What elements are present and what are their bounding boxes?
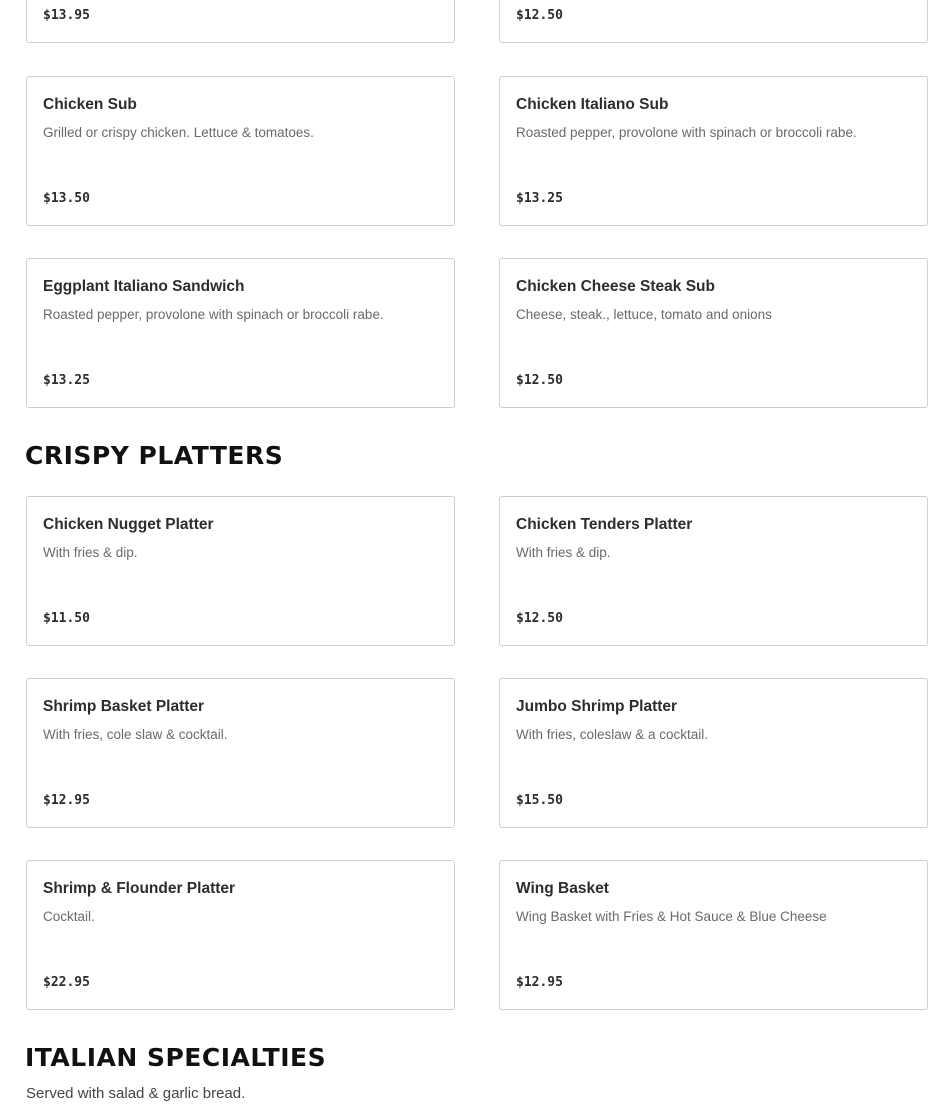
menu-item-description: With fries & dip. bbox=[516, 545, 611, 560]
menu-item-card[interactable] bbox=[26, 76, 455, 226]
section-title-crispy-platters: CRISPY PLATTERS bbox=[25, 441, 284, 470]
menu-item-price: $22.95 bbox=[43, 975, 90, 990]
menu-item-description: With fries, coleslaw & a cocktail. bbox=[516, 727, 709, 742]
menu-item-price: $13.50 bbox=[43, 191, 90, 206]
menu-item-name: Chicken Cheese Steak Sub bbox=[516, 278, 715, 295]
menu-item-price: $12.50 bbox=[516, 373, 563, 388]
menu-item-name: Chicken Italiano Sub bbox=[516, 96, 669, 113]
menu-item-card[interactable] bbox=[499, 678, 928, 828]
menu-item-card[interactable] bbox=[26, 258, 455, 408]
menu-item-card[interactable] bbox=[499, 76, 928, 226]
menu-item-description: Roasted pepper, provolone with spinach or broccoli rabe. bbox=[516, 125, 857, 140]
section-title-italian-specialties: ITALIAN SPECIALTIES bbox=[25, 1043, 327, 1072]
menu-item-price: $11.50 bbox=[43, 611, 90, 626]
menu-item-card[interactable] bbox=[499, 0, 928, 43]
menu-item-price: $13.25 bbox=[516, 191, 563, 206]
menu-item-card[interactable] bbox=[499, 860, 928, 1010]
menu-item-name: Jumbo Shrimp Platter bbox=[516, 698, 678, 715]
menu-item-name: Chicken Nugget Platter bbox=[43, 516, 214, 533]
menu-item-description: Grilled or crispy chicken. Lettuce & tomatoes. bbox=[43, 125, 314, 140]
menu-item-price: $15.50 bbox=[516, 793, 563, 808]
menu-item-price: $13.95 bbox=[43, 8, 90, 23]
menu-item-description: Roasted pepper, provolone with spinach or broccoli rabe. bbox=[43, 307, 384, 322]
menu-item-description: Cheese, steak., lettuce, tomato and onions bbox=[516, 307, 772, 322]
menu-item-card[interactable] bbox=[499, 496, 928, 646]
menu-item-price: $13.25 bbox=[43, 373, 90, 388]
section-description: Served with salad & garlic bread. bbox=[26, 1085, 246, 1102]
menu-item-name: Chicken Tenders Platter bbox=[516, 516, 693, 533]
menu-item-card[interactable] bbox=[26, 496, 455, 646]
menu-item-card[interactable] bbox=[26, 860, 455, 1010]
menu-item-price: $12.50 bbox=[516, 611, 563, 626]
menu-item-description: With fries & dip. bbox=[43, 545, 138, 560]
menu-item-name: Chicken Sub bbox=[43, 96, 137, 113]
menu-item-name: Shrimp Basket Platter bbox=[43, 698, 205, 715]
menu-item-description: With fries, cole slaw & cocktail. bbox=[43, 727, 228, 742]
menu-item-card[interactable] bbox=[499, 258, 928, 408]
menu-item-price: $12.95 bbox=[43, 793, 90, 808]
menu-item-price: $12.95 bbox=[516, 975, 563, 990]
menu-item-name: Eggplant Italiano Sandwich bbox=[43, 278, 245, 295]
menu-item-description: Cocktail. bbox=[43, 909, 95, 924]
menu-item-name: Wing Basket bbox=[516, 880, 609, 897]
menu-item-description: Wing Basket with Fries & Hot Sauce & Blue Cheese bbox=[516, 909, 827, 924]
menu-item-card[interactable] bbox=[26, 678, 455, 828]
menu-item-name: Shrimp & Flounder Platter bbox=[43, 880, 236, 897]
menu-item-price: $12.50 bbox=[516, 8, 563, 23]
menu-item-card[interactable] bbox=[26, 0, 455, 43]
